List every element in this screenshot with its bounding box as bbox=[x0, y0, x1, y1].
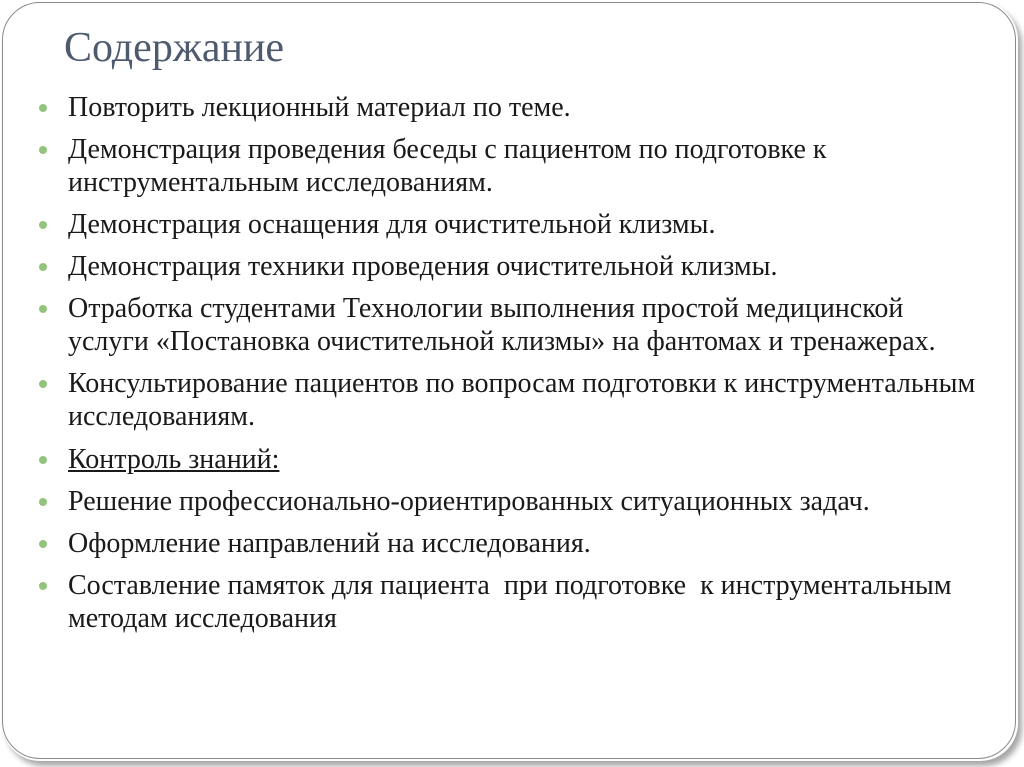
list-item-text: Составление памяток для пациента при подготовке к инструментальным методам исследования bbox=[68, 570, 966, 634]
list-item bbox=[38, 133, 978, 199]
bullet-icon bbox=[39, 263, 47, 271]
list-item-text: Отработка студентами Технологии выполнения простой медицинской услуги «Постановка очистительной клизмы» на фантомах и тренажерах. bbox=[68, 293, 936, 357]
list-item bbox=[38, 367, 978, 433]
list-item bbox=[38, 91, 978, 124]
list-item bbox=[38, 443, 978, 476]
bullet-icon bbox=[39, 221, 47, 229]
bullet-icon bbox=[39, 582, 47, 590]
list-item-text: Демонстрация проведения беседы с пациентом по подготовке к инструментальным исследованиям. bbox=[68, 134, 827, 198]
list-item bbox=[38, 569, 978, 635]
list-item bbox=[38, 485, 978, 518]
slide-title: Содержание bbox=[64, 25, 285, 71]
bullet-icon bbox=[39, 456, 47, 464]
list-item-text: Демонстрация техники проведения очистительной клизмы. bbox=[68, 251, 778, 282]
list-item bbox=[38, 250, 978, 283]
bullet-icon bbox=[39, 104, 47, 112]
bullet-icon bbox=[39, 498, 47, 506]
list-item bbox=[38, 292, 978, 358]
list-item-text: Повторить лекционный материал по теме. bbox=[68, 92, 571, 123]
list-item bbox=[38, 208, 978, 241]
list-item-text: Оформление направлений на исследования. bbox=[68, 528, 591, 559]
list-item-text: Демонстрация оснащения для очистительной клизмы. bbox=[68, 209, 716, 240]
bullet-icon bbox=[39, 380, 47, 388]
knowledge-control-heading: Контроль знаний: bbox=[68, 444, 280, 475]
bullet-icon bbox=[39, 146, 47, 154]
list-item-text: Консультирование пациентов по вопросам подготовки к инструментальным исследованиям. bbox=[68, 368, 976, 432]
bullet-icon bbox=[39, 540, 47, 548]
list-item bbox=[38, 527, 978, 560]
bullet-list bbox=[38, 91, 978, 644]
list-item-text: Решение профессионально-ориентированных ситуационных задач. bbox=[68, 486, 870, 517]
bullet-icon bbox=[39, 305, 47, 313]
